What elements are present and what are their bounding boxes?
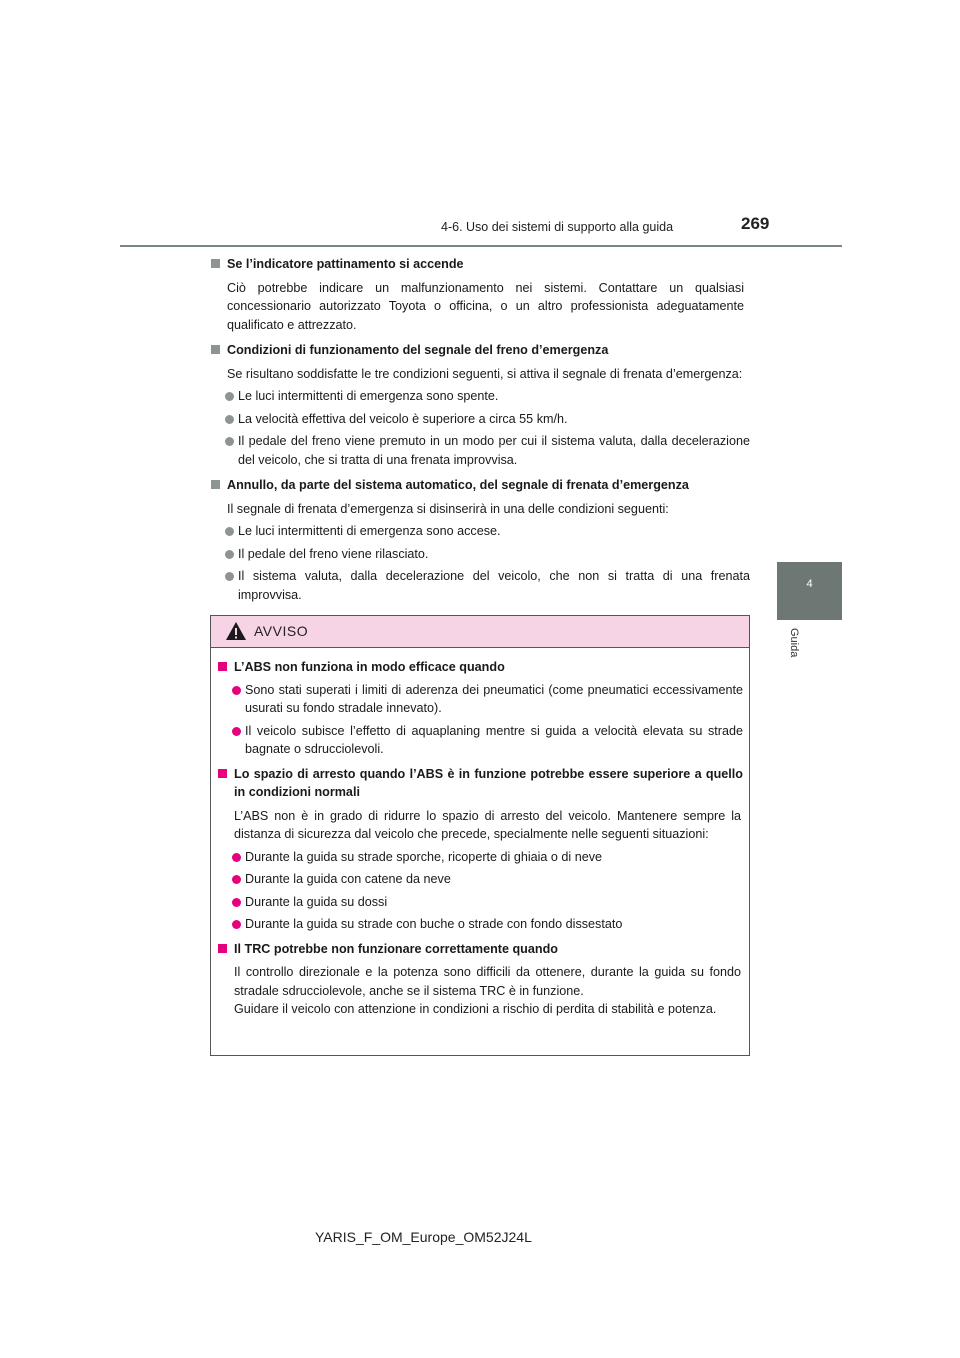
chapter-tab bbox=[777, 562, 842, 620]
paragraph: Guidare il veicolo con attenzione in condizioni a rischio di perdita di stabilità e potenza. bbox=[234, 1002, 717, 1016]
list-item: Durante la guida su dossi bbox=[217, 893, 743, 912]
section-heading: Se l’indicatore pattinamento si accende bbox=[210, 255, 750, 274]
page-number: 269 bbox=[741, 214, 770, 233]
paragraph: Se risultano soddisfatte le tre condizioni seguenti, si attiva il segnale di frenata d’emergenza: bbox=[227, 366, 743, 381]
chapter-number: 4 bbox=[806, 578, 813, 590]
round-bullet-icon bbox=[225, 392, 234, 401]
list-item: Il sistema valuta, dalla decelerazione del veicolo, che non si tratta di una frenata improvvisa. bbox=[210, 567, 750, 604]
warning-section-heading: L’ABS non funziona in modo efficace quando bbox=[217, 658, 743, 677]
list-item: La velocità effettiva del veicolo è superiore a circa 55 km/h. bbox=[210, 410, 750, 429]
list-item: Il veicolo subisce l’effetto di aquaplaning mentre si guida a velocità elevata su strade bagnate o sdrucciolevoli. bbox=[217, 722, 743, 759]
round-bullet-icon bbox=[232, 686, 241, 695]
round-bullet-icon bbox=[232, 920, 241, 929]
square-bullet-icon bbox=[218, 944, 227, 953]
chapter-label: Guida bbox=[788, 628, 800, 658]
square-bullet-icon bbox=[218, 662, 227, 671]
round-bullet-icon bbox=[225, 437, 234, 446]
list-item: Il pedale del freno viene premuto in un modo per cui il sistema valuta, dalla decelerazione del veicolo, che si tratta di una frenata improvvisa. bbox=[210, 432, 750, 469]
paragraph: Il controllo direzionale e la potenza sono difficili da ottenere, durante la guida su fondo stradale sdrucciolevole, anche se il sistema TRC è in funzione. bbox=[234, 965, 741, 998]
round-bullet-icon bbox=[232, 853, 241, 862]
round-bullet-icon bbox=[225, 550, 234, 559]
warning-triangle-icon bbox=[225, 621, 247, 641]
document-footer: YARIS_F_OM_Europe_OM52J24L bbox=[315, 1229, 532, 1245]
main-content bbox=[210, 255, 750, 604]
round-bullet-icon bbox=[225, 572, 234, 581]
header-rule bbox=[120, 245, 842, 247]
warning-section-heading: Lo spazio di arresto quando l’ABS è in funzione potrebbe essere superiore a quello in condizioni normali bbox=[217, 765, 743, 802]
paragraph: Ciò potrebbe indicare un malfunzionamento nei sistemi. Contattare un qualsiasi concessionario autorizzato Toyota o officina, o un altro professionista adeguatamente qualificato e attrezzato. bbox=[227, 280, 744, 332]
warning-section-heading: Il TRC potrebbe non funzionare correttamente quando bbox=[217, 940, 743, 959]
list-item: Le luci intermittenti di emergenza sono accese. bbox=[210, 522, 750, 541]
paragraph: L’ABS non è in grado di ridurre lo spazio di arresto del veicolo. Mantenere sempre la distanza di sicurezza dal veicolo che precede, specialmente nelle seguenti situazioni: bbox=[234, 808, 741, 841]
warning-body bbox=[211, 648, 749, 1019]
list-item: Le luci intermittenti di emergenza sono spente. bbox=[210, 387, 750, 406]
round-bullet-icon bbox=[232, 875, 241, 884]
square-bullet-icon bbox=[218, 769, 227, 778]
square-bullet-icon bbox=[211, 480, 220, 489]
square-bullet-icon bbox=[211, 259, 220, 268]
round-bullet-icon bbox=[232, 727, 241, 736]
warning-title: AVVISO bbox=[254, 623, 309, 639]
warning-header bbox=[211, 616, 749, 648]
list-item: Il pedale del freno viene rilasciato. bbox=[210, 545, 750, 564]
warning-box bbox=[210, 615, 750, 1056]
section-header: 4-6. Uso dei sistemi di supporto alla guida bbox=[441, 220, 674, 234]
paragraph: Il segnale di frenata d’emergenza si disinserirà in una delle condizioni seguenti: bbox=[227, 501, 669, 516]
round-bullet-icon bbox=[225, 415, 234, 424]
list-item: Sono stati superati i limiti di aderenza dei pneumatici (come pneumatici eccessivamente usurati su fondo stradale innevato). bbox=[217, 681, 743, 718]
section-heading: Annullo, da parte del sistema automatico, del segnale di frenata d’emergenza bbox=[210, 476, 750, 495]
list-item: Durante la guida con catene da neve bbox=[217, 870, 743, 889]
section-heading: Condizioni di funzionamento del segnale del freno d’emergenza bbox=[210, 341, 750, 360]
round-bullet-icon bbox=[225, 527, 234, 536]
list-item: Durante la guida su strade con buche o strade con fondo dissestato bbox=[217, 915, 743, 934]
square-bullet-icon bbox=[211, 345, 220, 354]
round-bullet-icon bbox=[232, 898, 241, 907]
list-item: Durante la guida su strade sporche, ricoperte di ghiaia o di neve bbox=[217, 848, 743, 867]
